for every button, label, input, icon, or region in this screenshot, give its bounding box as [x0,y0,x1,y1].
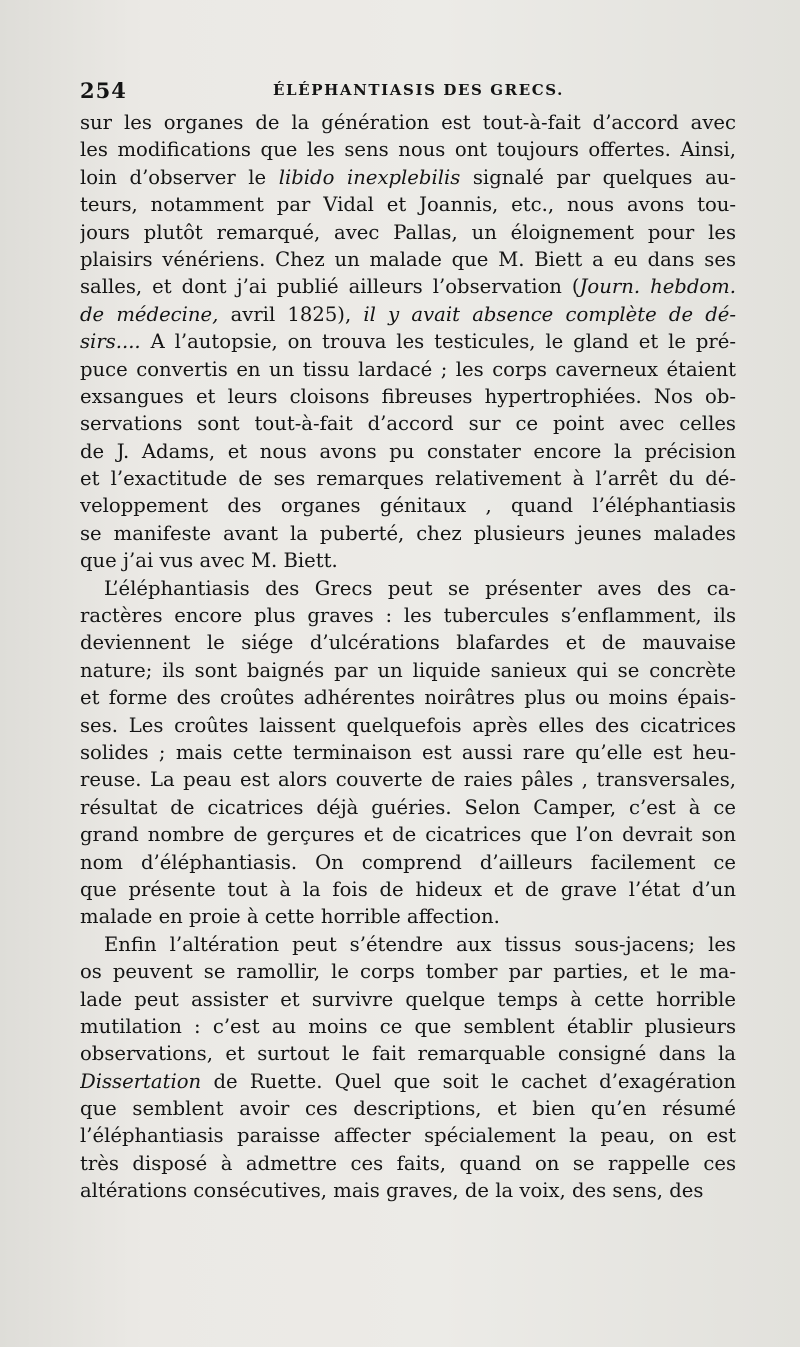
paragraph [80,575,736,931]
text-run: lade peut assister et survivre quelque temps à cette horrible [80,987,736,1011]
text-line [80,109,736,136]
text-run: malade en proie à cette horrible affection. [80,905,500,929]
text-run: deviennent le siége d’ulcérations blafardes et de mauvaise [80,631,736,655]
text-line [80,383,736,410]
text-line [80,849,736,876]
text-line [80,712,736,739]
text-run: que présente tout à la fois de hideux et de grave l’état d’un [80,877,736,901]
text-run: reuse. La peau est alors couverte de raies pâles , transversales, [80,768,736,792]
text-run: veloppement des organes génitaux , quand l’éléphantiasis [80,494,736,518]
text-line [80,1013,736,1040]
text-run: l’éléphantiasis paraisse affecter spécialement la peau, on est [80,1124,736,1148]
text-run: ses. Les croûtes laissent quelquefois après elles des cicatrices [80,713,736,737]
text-run: plaisirs vénériens. Chez un malade que M. Biett a eu dans ses [80,247,736,271]
text-line [80,958,736,985]
text-run: signalé par quelques au- [460,165,736,189]
text-run: grand nombre de gerçures et de cicatrices que l’on devrait son [80,823,736,847]
text-line [80,1122,736,1149]
italic-text: il y avait absence complète de dé- [363,302,736,326]
text-line [80,931,736,958]
text-line [80,328,736,355]
page-header [80,78,740,106]
text-line [80,273,736,300]
running-title: ÉLÉPHANTIASIS DES GRECS. [273,81,564,99]
text-run: nature; ils sont baignés par un liquide sanieux qui se concrète [80,658,736,682]
italic-text: libido inexplebilis [278,165,461,189]
text-run: solides ; mais cette terminaison est aussi rare qu’elle est heu- [80,740,736,764]
text-run: mutilation : c’est au moins ce que semblent établir plusieurs [80,1014,736,1038]
text-line [80,219,736,246]
body-text [80,109,736,1239]
text-line [80,465,736,492]
text-run: de Ruette. Quel que soit le cachet d’exagération [201,1069,736,1093]
paragraph [80,931,736,1205]
text-run: salles, et dont j’ai publié ailleurs l’observation ( [80,275,580,299]
text-run: A l’autopsie, on trouva les testicules, le gland et le pré- [140,330,736,354]
italic-text: de médecine, [80,302,219,326]
text-run: servations sont tout-à-fait d’accord sur ce point avec celles [80,412,736,436]
text-line [80,356,736,383]
text-line [80,629,736,656]
text-run: os peuvent se ramollir, le corps tomber par parties, et le ma- [80,960,736,984]
text-run: et l’exactitude de ses remarques relativement à l’arrêt du dé- [80,467,736,491]
text-line [80,547,736,574]
text-line [80,410,736,437]
italic-text: Dissertation [80,1069,202,1093]
text-line [80,136,736,163]
text-run: très disposé à admettre ces faits, quand on se rappelle ces [80,1151,736,1175]
text-line [80,766,736,793]
text-run: les modifications que les sens nous ont toujours offertes. Ainsi, [80,138,736,162]
text-line [80,1068,736,1095]
text-line [80,520,736,547]
text-run: résultat de cicatrices déjà guéries. Selon Camper, c’est à ce [80,795,736,819]
italic-text: Journ. hebdom. [579,275,736,299]
text-line [80,301,736,328]
text-run: que j’ai vus avec M. Biett. [80,549,338,573]
text-line [80,1150,736,1177]
text-line [80,164,736,191]
text-line [80,903,736,930]
text-line [80,246,736,273]
text-line [80,739,736,766]
text-run: exsangues et leurs cloisons fibreuses hypertrophiées. Nos ob- [80,384,736,408]
text-run: avril 1825), [218,302,364,326]
text-line [80,657,736,684]
text-line [80,794,736,821]
text-run: L’éléphantiasis des Grecs peut se présenter aves des ca- [104,576,736,600]
italic-text: sirs.... [80,330,141,354]
text-line [80,821,736,848]
text-line [80,575,736,602]
paragraph [80,109,736,575]
text-line [80,191,736,218]
text-run: loin d’observer le [80,165,279,189]
text-line [80,492,736,519]
page-number: 254 [80,78,127,103]
text-run: jours plutôt remarqué, avec Pallas, un éloignement pour les [80,220,736,244]
text-line [80,684,736,711]
text-run: Enfin l’altération peut s’étendre aux tissus sous-jacens; les [104,932,736,956]
text-line [80,1040,736,1067]
text-line [80,438,736,465]
text-run: puce convertis en un tissu lardacé ; les corps caverneux étaient [80,357,736,381]
text-run: ractères encore plus graves : les tubercules s’enflamment, ils [80,604,736,628]
text-run: nom d’éléphantiasis. On comprend d’ailleurs facilement ce [80,850,736,874]
text-line [80,986,736,1013]
text-run: altérations consécutives, mais graves, de la voix, des sens, des [80,1179,704,1203]
text-line [80,602,736,629]
text-run: teurs, notamment par Vidal et Joannis, etc., nous avons tou- [80,193,736,217]
text-run: sur les organes de la génération est tout-à-fait d’accord avec [80,111,736,134]
text-line [80,1177,736,1204]
text-line [80,1095,736,1122]
text-line [80,876,736,903]
text-run: se manifeste avant la puberté, chez plusieurs jeunes malades [80,521,736,545]
text-run: et forme des croûtes adhérentes noirâtres plus ou moins épais- [80,686,736,710]
text-run: que semblent avoir ces descriptions, et bien qu’en résumé [80,1097,736,1121]
text-run: de J. Adams, et nous avons pu constater encore la précision [80,439,736,463]
text-run: observations, et surtout le fait remarquable consigné dans la [80,1042,736,1066]
